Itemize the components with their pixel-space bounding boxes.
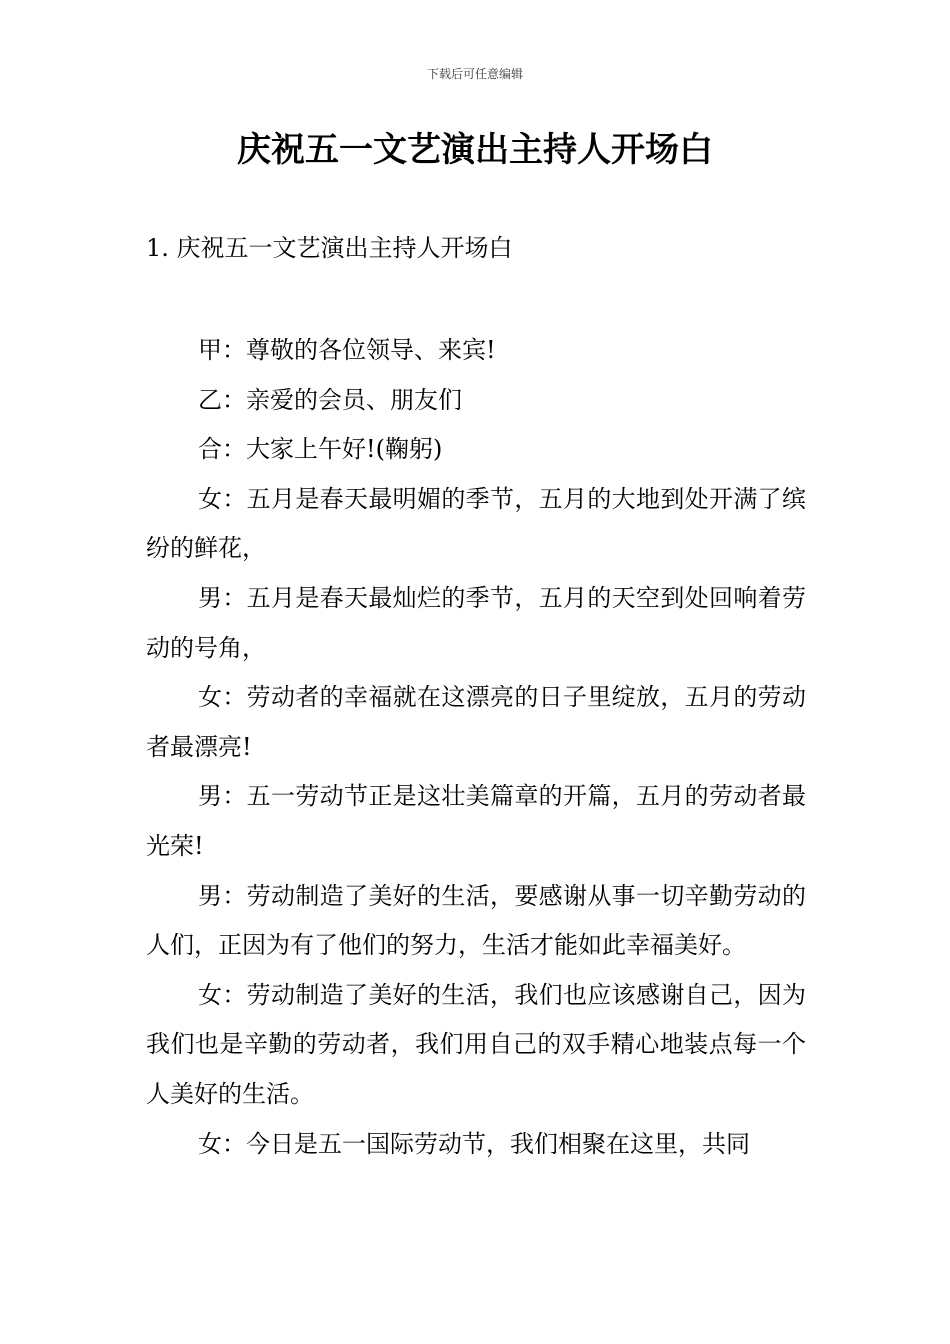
line-text: 亲爱的会员、朋友们 — [246, 385, 462, 414]
line-text: 五月是春天最明媚的季节，五月的大地到处开满了缤纷的鲜花， — [146, 484, 807, 563]
script-line — [146, 475, 806, 574]
line-text: 劳动制造了美好的生活，我们也应该感谢自己，因为我们也是辛勤的劳动者，我们用自己的双手精心地装点每一个人美好的生活。 — [146, 980, 807, 1108]
script-line — [146, 376, 806, 426]
script-line — [146, 326, 806, 376]
line-text: 今日是五一国际劳动节，我们相聚在这里，共同 — [246, 1129, 750, 1158]
script-body — [146, 326, 806, 1169]
speaker-label: 男： — [198, 583, 247, 612]
section-heading: 1. 庆祝五一文艺演出主持人开场白 — [146, 234, 513, 262]
line-text: 大家上午好!(鞠躬) — [246, 435, 443, 464]
speaker-label: 女： — [198, 1129, 246, 1158]
line-text: 尊敬的各位领导、来宾! — [246, 336, 496, 364]
speaker-label: 合： — [198, 435, 246, 464]
script-line — [146, 1120, 806, 1170]
speaker-label: 女： — [198, 980, 247, 1009]
line-text: 劳动制造了美好的生活，要感谢从事一切辛勤劳动的人们，正因为有了他们的努力，生活才能如此幸福美好。 — [146, 881, 807, 960]
header-note: 下载后可任意编辑 — [426, 67, 523, 81]
script-line — [146, 425, 806, 475]
script-line — [146, 574, 806, 673]
speaker-label: 男： — [198, 881, 247, 910]
line-text: 五一劳动节正是这壮美篇章的开篇，五月的劳动者最光荣! — [146, 782, 807, 860]
script-line — [146, 772, 806, 871]
speaker-label: 男： — [198, 782, 247, 811]
speaker-label: 甲： — [198, 336, 246, 364]
line-text: 五月是春天最灿烂的季节，五月的天空到处回响着劳动的号角， — [146, 583, 807, 662]
speaker-label: 乙： — [198, 385, 246, 414]
script-line — [146, 673, 806, 772]
speaker-label: 女： — [198, 683, 247, 712]
script-line — [146, 872, 806, 971]
document-title: 庆祝五一文艺演出主持人开场白 — [237, 130, 713, 170]
script-line — [146, 971, 806, 1120]
speaker-label: 女： — [198, 484, 247, 513]
line-text: 劳动者的幸福就在这漂亮的日子里绽放，五月的劳动者最漂亮! — [146, 683, 807, 761]
